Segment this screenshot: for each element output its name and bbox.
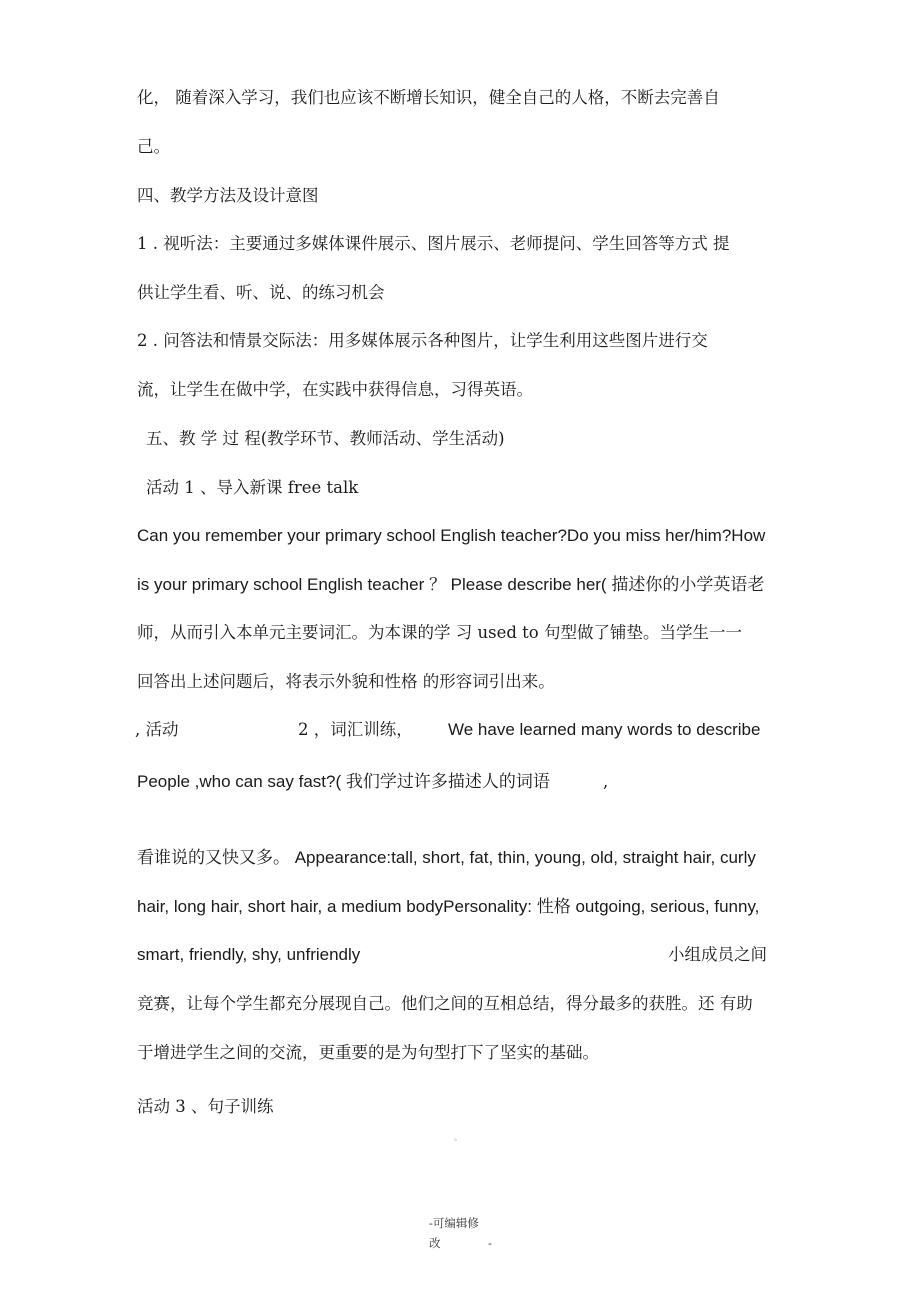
body-line: Can you remember your primary school English teacher?Do you miss her/him?How xyxy=(137,526,766,545)
body-line: 流，让学生在做中学，在实践中获得信息，习得英语。 xyxy=(137,380,533,399)
body-line: 看谁说的又快又多。 Appearance:tall, short, fat, thin, young, old, straight hair, curly xyxy=(137,848,756,867)
body-line: 2 . 问答法和情景交际法：用多媒体展示各种图片，让学生利用这些图片进行交 xyxy=(137,331,708,350)
body-line: is your primary school English teacher ？ Please describe her( 描述你的小学英语老 xyxy=(137,575,765,594)
body-line-right: 小组成员之间 xyxy=(668,945,767,964)
body-line: smart, friendly, shy, unfriendly xyxy=(137,945,361,964)
footer-dash: - xyxy=(488,1236,492,1250)
activity-2-text: We have learned many words to describe xyxy=(448,720,761,739)
stray-mark: 。 xyxy=(454,1133,462,1142)
body-line: 师，从而引入本单元主要词汇。为本课的学 习 used to 句型做了铺垫。当学生一一 xyxy=(137,623,742,642)
body-line: 1 . 视听法：主要通过多媒体课件展示、图片展示、老师提问、学生回答等方式 提 xyxy=(137,234,730,253)
body-line: 供让学生看、听、说、的练习机会 xyxy=(137,283,385,302)
activity-heading: 活动 3 、句子训练 xyxy=(137,1097,274,1116)
body-line: 己。 xyxy=(137,137,170,156)
footer-line2: 改 xyxy=(429,1236,441,1250)
body-line-comma: , xyxy=(603,772,609,791)
body-line: 回答出上述问题后，将表示外貌和性格 的形容词引出来。 xyxy=(137,672,555,691)
activity-heading: 活动 1 、导入新课 free talk xyxy=(146,478,359,497)
activity-2-label: , 活动 xyxy=(135,720,179,739)
body-line: 竞赛，让每个学生都充分展现自己。他们之间的互相总结，得分最多的获胜。还 有助 xyxy=(137,994,753,1013)
footer-line1: -可编辑修 xyxy=(429,1216,479,1230)
body-line: 于增进学生之间的交流，更重要的是为句型打下了坚实的基础。 xyxy=(137,1043,599,1062)
section-heading: 四、教学方法及设计意图 xyxy=(137,186,319,205)
body-line: 化， 随着深入学习，我们也应该不断增长知识，健全自己的人格，不断去完善自 xyxy=(137,88,720,107)
body-line: hair, long hair, short hair, a medium bodyPersonality: 性格 outgoing, serious, funny, xyxy=(137,897,760,916)
body-line: People ,who can say fast?( 我们学过许多描述人的词语 xyxy=(137,772,550,791)
activity-2-title: 2 ，词汇训练， xyxy=(298,720,413,739)
section-heading: 五、教 学 过 程(教学环节、教师活动、学生活动) xyxy=(146,429,505,448)
